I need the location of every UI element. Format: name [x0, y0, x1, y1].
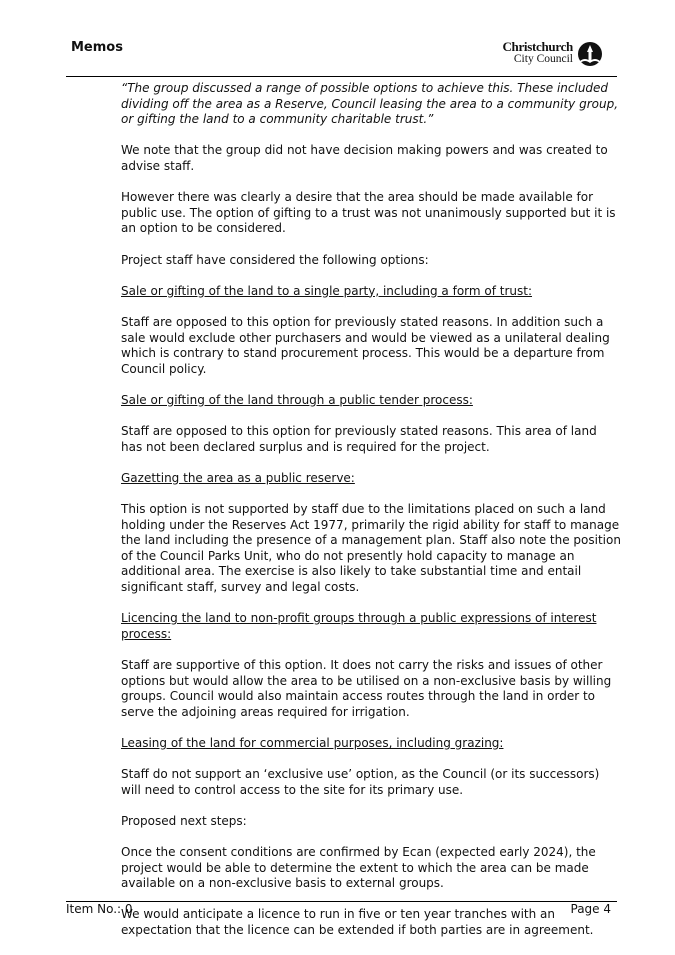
footer-item-number: Item No.: 0	[66, 902, 133, 916]
paragraph: Staff are opposed to this option for previously stated reasons. In addition such a sale would exclude other purchasers and would be viewed as a unilateral dealing which is contrary to stand procurement process. This would be a departure from Council policy.	[121, 314, 610, 376]
option-heading: Licencing the land to non-profit groups through a public expressions of interest process:	[121, 611, 597, 641]
paragraph: Proposed next steps:	[121, 813, 247, 828]
paragraph: We note that the group did not have decision making powers and was created to advise staff.	[121, 143, 608, 173]
paragraph: Project staff have considered the following options:	[121, 252, 429, 267]
paragraph: Once the consent conditions are confirmed by Ecan (expected early 2024), the project would be able to determine the extent to which the area can be made available on a non-exclusive basis to external groups.	[121, 845, 596, 891]
paragraph: Staff are supportive of this option. It does not carry the risks and issues of other options but would allow the area to be utilised on a non-exclusive basis by willing groups. Council would also maintain access routes through the land in order to serve the adjoining areas required for irrigation.	[121, 657, 612, 719]
council-logo	[499, 40, 603, 70]
paragraph: Staff are opposed to this option for previously stated reasons. This area of land has not been declared surplus and is required for the project.	[121, 424, 597, 454]
option-heading: Sale or gifting of the land through a public tender process:	[121, 392, 473, 407]
paragraph: This option is not supported by staff due to the limitations placed on such a land holding under the Reserves Act 1977, primarily the rigid ability for staff to manage the land including the presence of a management plan. Staff also note the position of the Council Parks Unit, who do not presently hold capacity to manage an additional area. The exercise is also likely to take substantial time and entail significant staff, survey and legal costs.	[121, 502, 621, 594]
footer-rule	[66, 901, 617, 902]
paragraph: However there was clearly a desire that the area should be made available for public use. The option of gifting to a trust was not unanimously supported but it is an option to be considered.	[121, 190, 616, 236]
quote-paragraph: “The group discussed a range of possible options to achieve this. These included dividing off the area as a Reserve, Council leasing the area to a community group, or gifting the land to a community charitable trust.”	[121, 81, 619, 127]
paragraph: We would anticipate a licence to run in five or ten year tranches with an expectation that the licence can be extended if both parties are in agreement.	[121, 907, 594, 938]
page-header-title: Memos	[71, 40, 123, 55]
option-heading: Sale or gifting of the land to a single party, including a form of trust:	[121, 283, 533, 298]
header-rule	[66, 76, 617, 77]
footer-page-number: Page 4	[570, 902, 611, 916]
logo-text-line2: City Council	[513, 53, 573, 65]
option-heading: Leasing of the land for commercial purposes, including grazing:	[121, 735, 504, 750]
logo-text-line1: Christchurch	[502, 39, 573, 54]
paragraph: Staff do not support an ‘exclusive use’ option, as the Council (or its successors) will need to control access to the site for its primary use.	[121, 767, 600, 797]
memo-body	[121, 81, 621, 954]
option-heading: Gazetting the area as a public reserve:	[121, 470, 355, 485]
cathedral-icon	[577, 41, 603, 67]
